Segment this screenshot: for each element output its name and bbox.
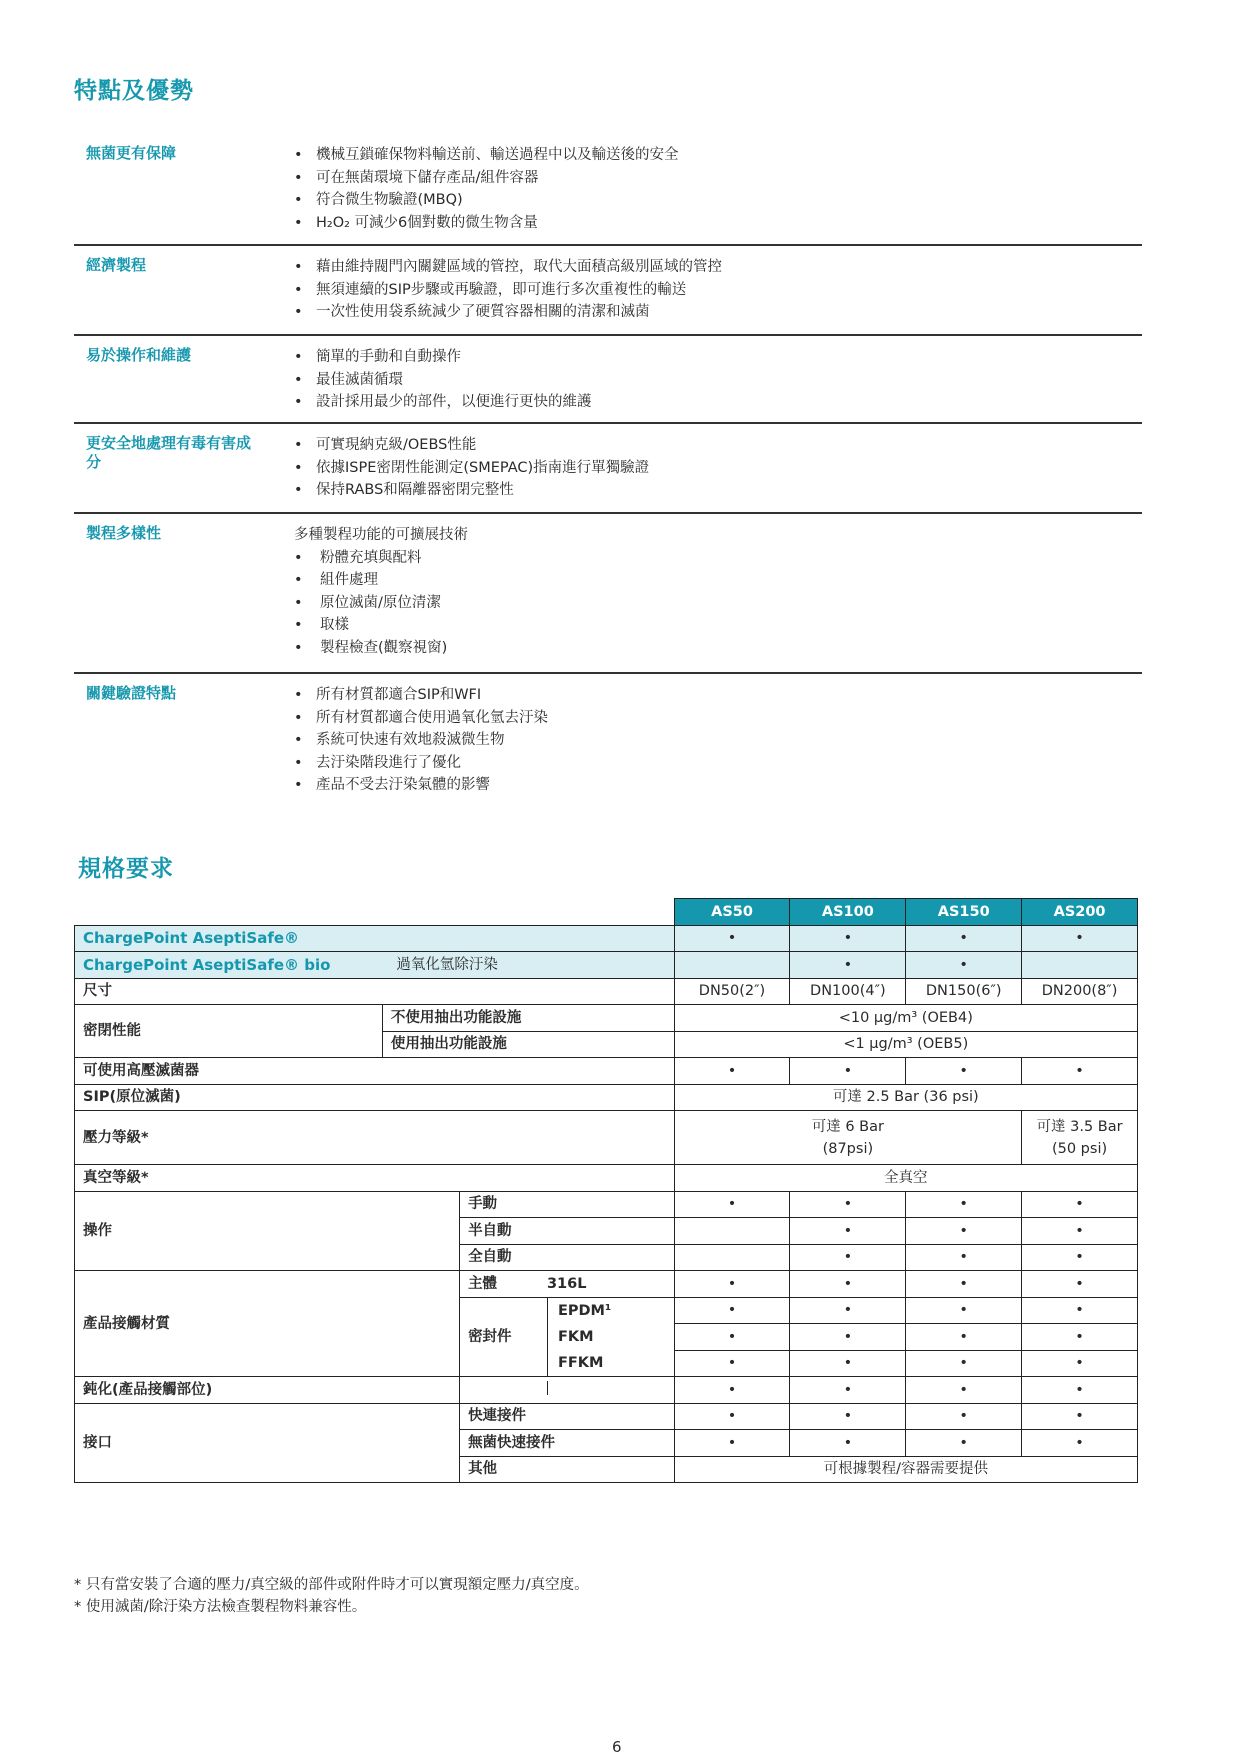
row-label: 可使用高壓滅菌器 — [75, 1058, 675, 1085]
list-item: • 一次性使用袋系統減少了硬質容器相關的清潔和滅菌 — [294, 301, 722, 324]
list-item: • 可在無菌環境下儲存產品/組件容器 — [294, 167, 679, 190]
list-item: • 符合微生物驗證(MBQ) — [294, 189, 679, 212]
seal-fkm: FKM — [557, 1328, 594, 1345]
bullet-cell: • — [1022, 1297, 1138, 1324]
feature-title: 製程多樣性 — [86, 524, 162, 542]
list-item: • 簡單的手動和自動操作 — [294, 346, 592, 369]
feature-list — [294, 346, 592, 414]
row-label: 真空等級* — [75, 1165, 675, 1192]
feature-list — [294, 434, 649, 502]
footnote: * 使用滅菌/除汙染方法檢查製程物料兼容性。 — [74, 1599, 367, 1615]
list-item: • 設計採用最少的部件，以便進行更快的維護 — [294, 391, 592, 414]
feature-row — [74, 684, 1142, 804]
brand-aseptisafe: ChargePoint AseptiSafe® — [75, 925, 675, 952]
list-item: • 產品不受去汙染氣體的影響 — [294, 774, 548, 797]
feature-row — [74, 144, 1142, 246]
bullet-cell: • — [906, 925, 1022, 952]
spec-table — [74, 898, 1138, 1483]
table-row — [75, 1058, 1138, 1085]
list-item: • 製程檢查(觀察視窗) — [294, 637, 468, 660]
bullet-cell: • — [906, 1430, 1022, 1457]
bullet-cell: • — [674, 1403, 790, 1430]
bullet-cell: • — [906, 1297, 1022, 1324]
bullet-cell: • — [790, 1218, 906, 1245]
feature-title: 關鍵驗證特點 — [86, 684, 177, 702]
bullet-cell: • — [906, 1350, 1022, 1377]
feature-list — [294, 547, 468, 660]
sub-label: 半自動 — [460, 1218, 675, 1245]
bullet-cell: • — [906, 1324, 1022, 1351]
bullet-cell: • — [790, 1377, 906, 1404]
feature-row — [74, 256, 1142, 336]
sub-label: 其他 — [460, 1456, 675, 1483]
bullet-cell: • — [1022, 1244, 1138, 1271]
bullet-cell: • — [1022, 1271, 1138, 1298]
table-row — [75, 1271, 1138, 1298]
value-cell: 全真空 — [674, 1165, 1137, 1192]
model-header: AS150 — [906, 899, 1022, 926]
bullet-cell: • — [790, 1191, 906, 1218]
bullet-cell: • — [790, 1430, 906, 1457]
empty-cell — [1022, 952, 1138, 979]
bullet-cell: • — [1022, 1377, 1138, 1404]
bullet-cell: • — [1022, 1191, 1138, 1218]
feature-list — [294, 256, 722, 324]
row-label: 產品接觸材質 — [75, 1271, 460, 1377]
row-label: 操作 — [75, 1191, 460, 1271]
feature-title: 易於操作和維護 — [86, 346, 192, 364]
list-item: • 所有材質都適合使用過氧化氫去汙染 — [294, 707, 548, 730]
footnote: * 只有當安裝了合適的壓力/真空級的部件或附件時才可以實現額定壓力/真空度。 — [74, 1577, 589, 1593]
row-label: 密閉性能 — [75, 1005, 383, 1058]
list-item: • 所有材質都適合SIP和WFI — [294, 684, 548, 707]
bullet-cell: • — [1022, 1324, 1138, 1351]
size-cell: DN50(2″) — [674, 978, 790, 1005]
bullet-cell: • — [1022, 1350, 1138, 1377]
table-row — [75, 925, 1138, 952]
table-row — [75, 899, 1138, 926]
features-heading: 特點及優勢 — [74, 78, 194, 104]
brand-aseptisafe-bio: ChargePoint AseptiSafe® bio — [75, 952, 383, 979]
list-item: • 最佳滅菌循環 — [294, 369, 592, 392]
table-row — [75, 1165, 1138, 1192]
bullet-cell: • — [1022, 1430, 1138, 1457]
empty-cell — [460, 1377, 539, 1404]
pressure-value: (50 psi) — [1051, 1140, 1108, 1157]
table-row — [75, 952, 1138, 979]
row-label: 尺寸 — [75, 978, 675, 1005]
bullet-cell: • — [790, 1403, 906, 1430]
bullet-cell: • — [674, 1191, 790, 1218]
list-item: • 去汙染階段進行了優化 — [294, 752, 548, 775]
bullet-cell: • — [790, 1297, 906, 1324]
sub-label: 無菌快速接件 — [460, 1430, 675, 1457]
bullet-cell: • — [790, 1244, 906, 1271]
sub-label: 密封件 — [460, 1297, 539, 1377]
row-label: 鈍化(產品接觸部位) — [75, 1377, 460, 1404]
sub-label: 快連接件 — [460, 1403, 675, 1430]
bullet-cell: • — [674, 1377, 790, 1404]
table-row — [75, 1111, 1138, 1165]
bullet-cell: • — [674, 1271, 790, 1298]
table-row — [75, 1191, 1138, 1218]
bullet-cell: • — [674, 1324, 790, 1351]
size-cell: DN200(8″) — [1022, 978, 1138, 1005]
bullet-cell: • — [790, 1058, 906, 1085]
bullet-cell: • — [906, 1058, 1022, 1085]
bullet-cell: • — [1022, 1403, 1138, 1430]
list-item: • 機械互鎖確保物料輸送前、輸送過程中以及輸送後的安全 — [294, 144, 679, 167]
table-row — [75, 1005, 1138, 1032]
table-row — [75, 1084, 1138, 1111]
feature-title: 經濟製程 — [86, 256, 147, 274]
list-item: • 取樣 — [294, 614, 468, 637]
sub-label: 全自動 — [460, 1244, 675, 1271]
bullet-cell: • — [674, 925, 790, 952]
list-item: • 可實現納克級/OEBS性能 — [294, 434, 649, 457]
feature-title: 更安全地處理有毒有害成分 — [86, 434, 252, 471]
bullet-cell: • — [1022, 925, 1138, 952]
sub-value — [539, 1350, 674, 1377]
page-number: 6 — [612, 1738, 622, 1756]
seal-epdm: EPDM¹ — [557, 1302, 612, 1319]
bullet-cell: • — [674, 1430, 790, 1457]
bullet-cell: • — [790, 925, 906, 952]
list-item: • 系統可快速有效地殺滅微生物 — [294, 729, 548, 752]
list-item: • 依據ISPE密閉性能測定(SMEPAC)指南進行單獨驗證 — [294, 457, 649, 480]
bullet-cell: • — [906, 1377, 1022, 1404]
bullet-cell: • — [906, 1244, 1022, 1271]
feature-list — [294, 144, 679, 234]
bullet-cell: • — [1022, 1058, 1138, 1085]
row-label: 壓力等級* — [75, 1111, 675, 1165]
sub-value — [539, 1324, 674, 1351]
feature-intro: 多種製程功能的可擴展技術 — [294, 527, 468, 543]
pressure-value: 可達 3.5 Bar — [1036, 1118, 1123, 1135]
value-cell: <1 μg/m³ (OEB5) — [674, 1031, 1137, 1058]
bullet-cell: • — [906, 1218, 1022, 1245]
spec-heading: 規格要求 — [78, 856, 174, 882]
list-item: • H₂O₂ 可減少6個對數的微生物含量 — [294, 212, 679, 235]
bullet-cell: • — [790, 1350, 906, 1377]
bullet-cell: • — [790, 1271, 906, 1298]
feature-row — [74, 434, 1142, 514]
empty-cell — [674, 1244, 790, 1271]
bullet-cell: • — [790, 952, 906, 979]
value-cell: 可達 2.5 Bar (36 psi) — [674, 1084, 1137, 1111]
feature-title: 無菌更有保障 — [86, 144, 177, 162]
feature-list — [294, 684, 548, 797]
size-cell: DN150(6″) — [906, 978, 1022, 1005]
bullet-cell: • — [906, 1271, 1022, 1298]
value-cell — [1022, 1111, 1138, 1165]
pressure-value: (87psi) — [822, 1140, 874, 1157]
bullet-cell: • — [674, 1058, 790, 1085]
bullet-cell: • — [906, 1191, 1022, 1218]
feature-row — [74, 346, 1142, 424]
bullet-cell: • — [790, 1324, 906, 1351]
bullet-cell: • — [674, 1350, 790, 1377]
model-header: AS100 — [790, 899, 906, 926]
bullet-cell: • — [906, 1403, 1022, 1430]
value-cell: 可根據製程/容器需要提供 — [674, 1456, 1137, 1483]
sub-value — [539, 1297, 674, 1324]
seal-ffkm: FFKM — [557, 1355, 604, 1371]
value-cell: <10 μg/m³ (OEB4) — [674, 1005, 1137, 1032]
row-label: 接口 — [75, 1403, 460, 1483]
value-cell — [674, 1111, 1022, 1165]
sub-label: 主體 — [460, 1271, 539, 1298]
list-item: • 藉由維持閥門內關鍵區域的管控，取代大面積高級別區域的管控 — [294, 256, 722, 279]
empty-cell — [539, 1377, 674, 1404]
table-row — [75, 1403, 1138, 1430]
sub-value: 316L — [539, 1271, 674, 1298]
bullet-cell: • — [1022, 1218, 1138, 1245]
sub-label: 不使用抽出功能設施 — [382, 1005, 674, 1032]
bullet-cell: • — [674, 1297, 790, 1324]
bullet-cell: • — [906, 952, 1022, 979]
model-header: AS50 — [674, 899, 790, 926]
size-cell: DN100(4″) — [790, 978, 906, 1005]
list-item: • 組件處理 — [294, 569, 468, 592]
list-item: • 粉體充填與配料 — [294, 547, 468, 570]
sub-label: 手動 — [460, 1191, 675, 1218]
list-item: • 保持RABS和隔離器密閉完整性 — [294, 479, 649, 502]
feature-row — [74, 524, 1142, 674]
row-label: SIP(原位滅菌) — [75, 1084, 675, 1111]
table-row — [75, 1377, 1138, 1404]
empty-cell — [674, 1218, 790, 1245]
sub-label: 使用抽出功能設施 — [382, 1031, 674, 1058]
table-row — [75, 978, 1138, 1005]
pressure-value: 可達 6 Bar — [811, 1118, 884, 1135]
list-item: • 無須連續的SIP步驟或再驗證，即可進行多次重複性的輸送 — [294, 279, 722, 302]
model-header: AS200 — [1022, 899, 1138, 926]
brand-note: 過氧化氫除汙染 — [382, 952, 674, 979]
list-item: • 原位滅菌/原位清潔 — [294, 592, 468, 615]
empty-cell — [674, 952, 790, 979]
